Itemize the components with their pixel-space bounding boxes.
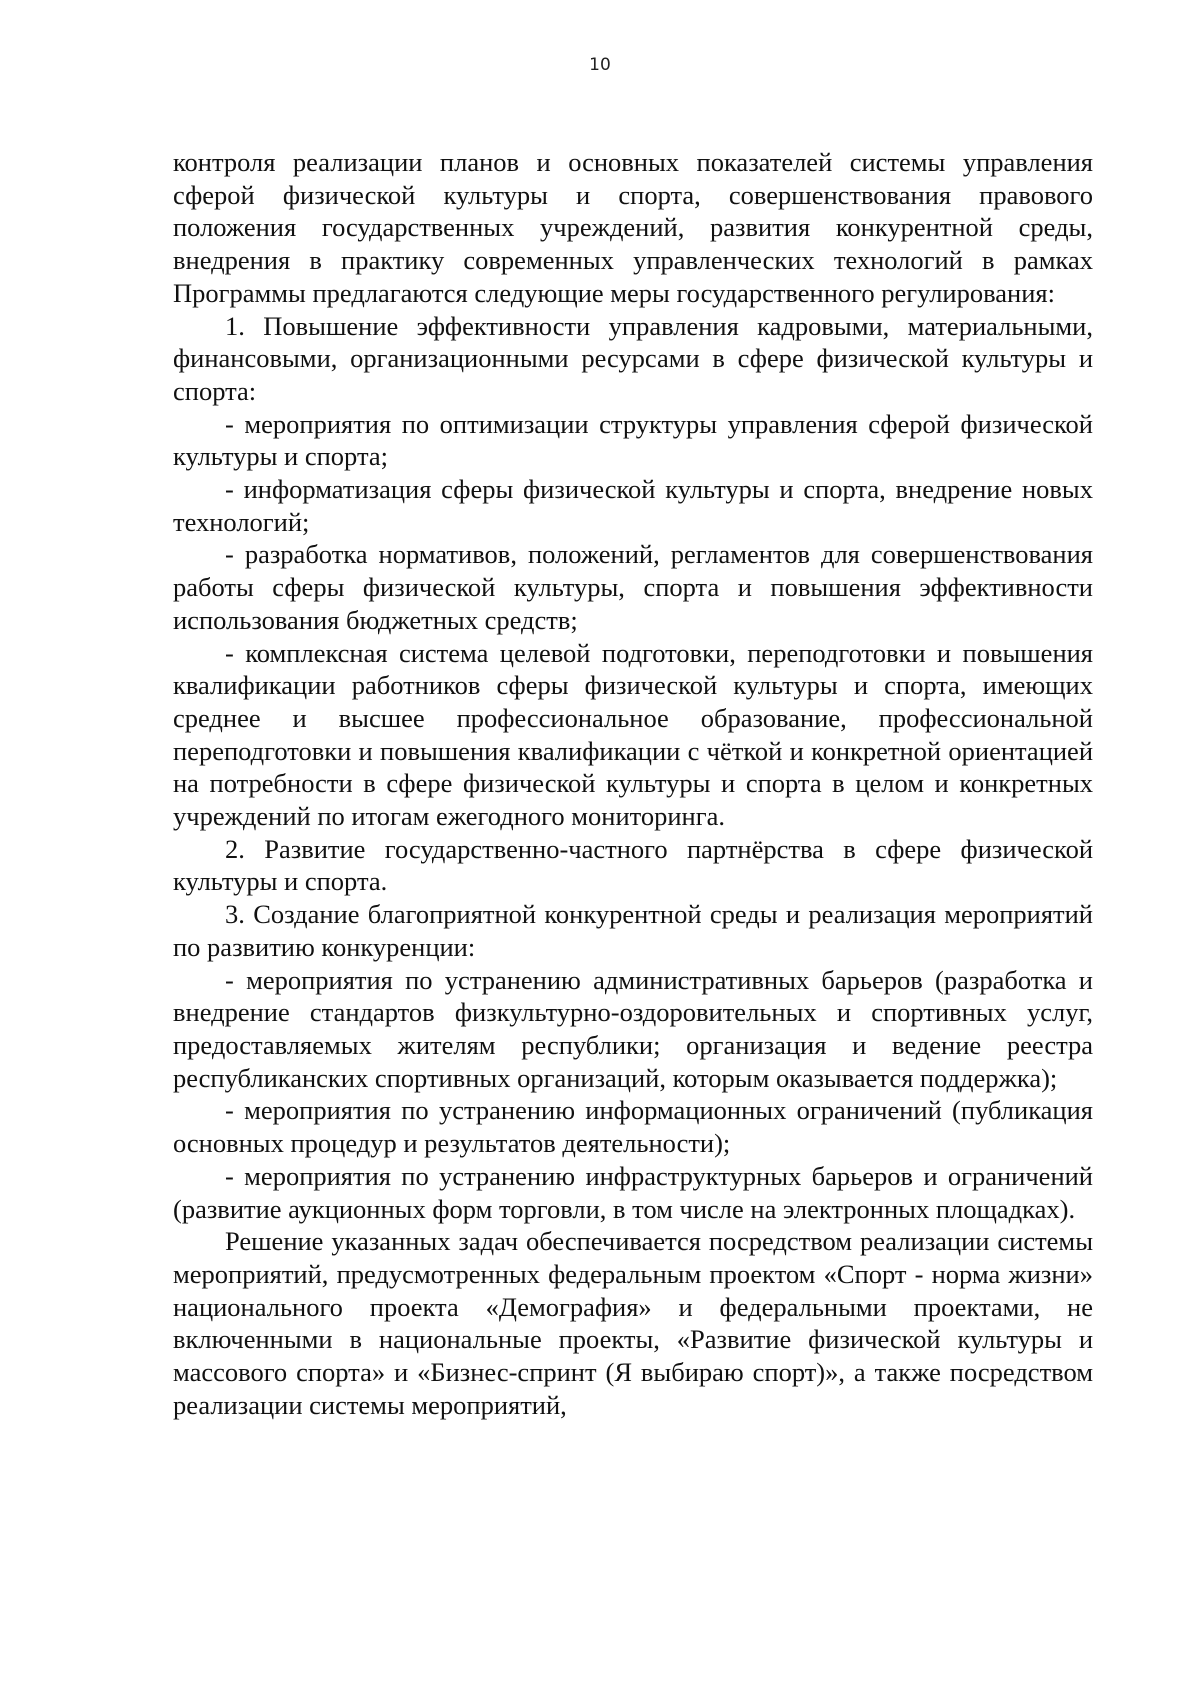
page-number: 10 — [589, 55, 611, 75]
list-item: - комплексная система целевой подготовки, переподготовки и повышения квалификации работников сферы физической культуры и спорта, имеющих среднее и высшее профессиональное образование, профессиональной переподготовки и повышения квалификации с чёткой и конкретной ориентацией на потребности в сфере физической культуры и спорта в целом и конкретных учреждений по итогам ежегодного мониторинга. — [173, 637, 1093, 832]
list-item: - мероприятия по оптимизации структуры управления сферой физической культуры и спорта; — [173, 408, 1093, 472]
paragraph: 1. Повышение эффективности управления кадровыми, материальными, финансовыми, организационными ресурсами в сфере физической культуры и спорта: — [173, 310, 1093, 406]
paragraph: 3. Создание благоприятной конкурентной среды и реализация мероприятий по развитию конкуренции: — [173, 899, 1093, 962]
paragraph: контроля реализации планов и основных показателей системы управления сферой физической культуры и спорта, совершенствования правового положения государственных учреждений, развития конкурентной среды, внедрения в практику современных управленческих технологий в рамках Программы предлагаются следующие меры государственного регулирования: — [173, 147, 1093, 308]
list-item: - мероприятия по устранению административных барьеров (разработка и внедрение стандартов физкультурно-оздоровительных и спортивных услуг, предоставляемых жителям республики; организация и ведение реестра республиканских спортивных организаций, которым оказывается поддержка); — [173, 964, 1093, 1093]
list-item: - разработка нормативов, положений, регламентов для совершенствования работы сферы физической культуры, спорта и повышения эффективности использования бюджетных средств; — [173, 539, 1093, 635]
paragraph: 2. Развитие государственно-частного партнёрства в сфере физической культуры и спорта. — [173, 833, 1093, 897]
list-item: - мероприятия по устранению информационных ограничений (публикация основных процедур и результатов деятельности); — [173, 1095, 1093, 1159]
list-item: - информатизация сферы физической культуры и спорта, внедрение новых технологий; — [173, 474, 1093, 537]
list-item: - мероприятия по устранению инфраструктурных барьеров и ограничений (развитие аукционных форм торговли, в том числе на электронных площадках). — [173, 1160, 1093, 1224]
document-body — [173, 146, 1093, 1421]
paragraph: Решение указанных задач обеспечивается посредством реализации системы мероприятий, предусмотренных федеральным проектом «Спорт - норма жизни» национального проекта «Демография» и федеральными проектами, не включенными в национальные проекты, «Развитие физической культуры и массового спорта» и «Бизнес-спринт (Я выбираю спорт)», а также посредством реализации системы мероприятий, — [173, 1226, 1093, 1420]
